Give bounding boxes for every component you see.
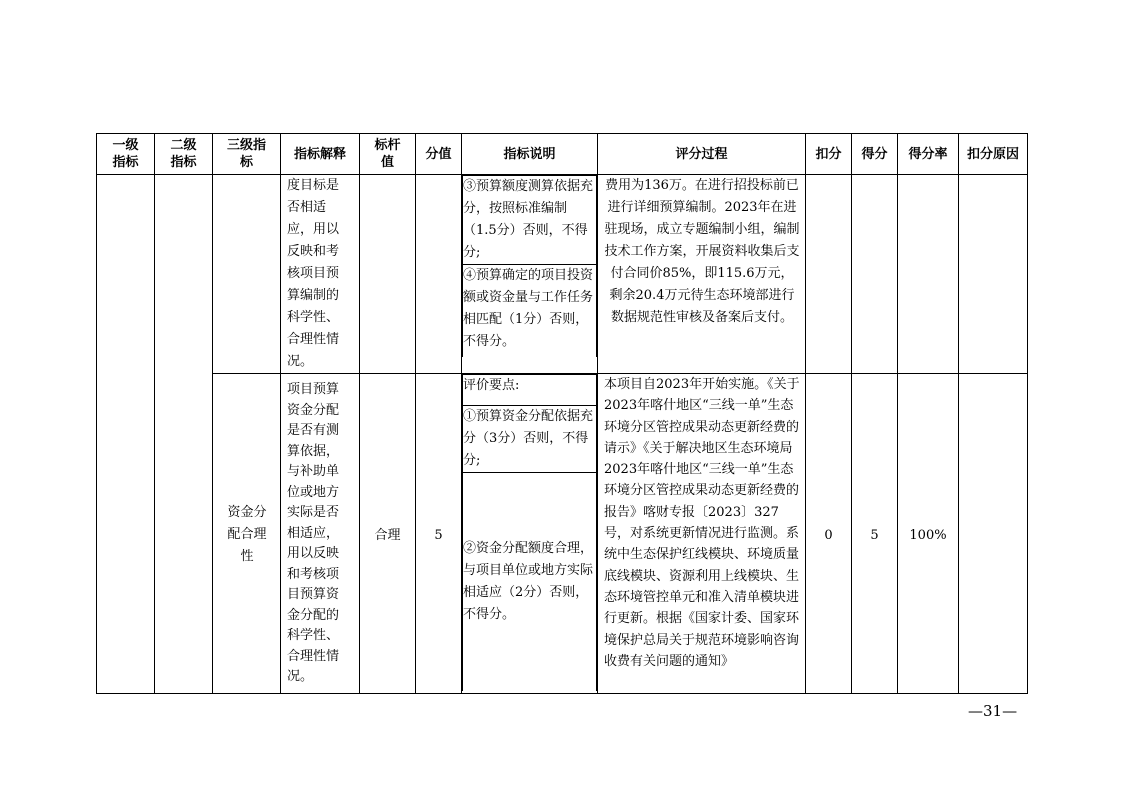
header-level2: 二级 指标 [155,134,213,175]
criteria-item: 评价要点: [463,375,597,406]
criteria-item: ④预算确定的项目投资额或资金量与工作任务相匹配（1分）否则，不得分。 [463,265,597,358]
criteria-cell [462,374,598,694]
reason-cell [959,374,1028,694]
evaluation-table [96,133,1028,694]
level3-cell [213,175,281,374]
reason-cell [959,175,1028,374]
header-level3: 三级指 标 [213,134,281,175]
header-score-value: 分值 [416,134,462,175]
benchmark-cell: 合理 [360,374,416,694]
header-process: 评分过程 [598,134,806,175]
deduction-cell: 0 [806,374,852,694]
header-criteria: 指标说明 [462,134,598,175]
process-cell: 费用为136万。在进行招投标前已进行详细预算编制。2023年在进驻现场，成立专题编制小组，编制技术工作方案，开展资料收集后支付合同价85%，即115.6万元，剩余20.4万元待生态环境部进行数据规范性审核及备案后支付。 [598,175,806,374]
benchmark-cell [360,175,416,374]
explanation-cell: 项目预算 资金分配 是否有测 算依据， 与补助单 位或地方 实际是否 相适应， 用以反映 和考核项 目预算资 金分配的 科学性、 合理性情 况。 [281,374,360,694]
header-explanation: 指标解释 [281,134,360,175]
header-row [97,134,1028,175]
score-cell [852,175,898,374]
table-row [97,175,1028,374]
score-cell: 5 [852,374,898,694]
criteria-item: ②资金分配额度合理，与项目单位或地方实际相适应（2分）否则，不得分。 [463,473,597,692]
score-value-cell [416,175,462,374]
criteria-item: ③预算额度测算依据充分，按照标准编制（1.5分）否则，不得分; [463,176,597,265]
deduction-cell [806,175,852,374]
explanation-cell: 度目标是 否相适 应，用以 反映和考 核项目预 算编制的 科学性、 合理性情 况。 [281,175,360,374]
rate-cell: 100% [898,374,959,694]
level3-cell: 资金分 配合理 性 [213,374,281,694]
rate-cell [898,175,959,374]
header-level1: 一级 指标 [97,134,155,175]
score-value-cell: 5 [416,374,462,694]
header-rate: 得分率 [898,134,959,175]
level2-cell [155,175,213,694]
header-deduction: 扣分 [806,134,852,175]
header-score: 得分 [852,134,898,175]
level1-cell [97,175,155,694]
page-number: —31— [968,702,1018,720]
criteria-cell [462,175,598,374]
header-benchmark: 标杆 值 [360,134,416,175]
header-reason: 扣分原因 [959,134,1028,175]
process-cell: 本项目自2023年开始实施。《关于2023年喀什地区“三线一单”生态环境分区管控成果动态更新经费的请示》《关于解决地区生态环境局2023年喀什地区“三线一单”生态环境分区管控成果动态更新经费的报告》喀财专报〔2023〕327号，对系统更新情况进行监测。系统中生态保护红线模块、环境质量底线模块、资源利用上线模块、生态环境管控单元和准入清单模块进行更新。根据《国家计委、国家环境保护总局关于规范环境影响咨询收费有关问题的通知》 [598,374,806,694]
criteria-item: ①预算资金分配依据充分（3分）否则，不得分; [463,406,597,473]
table-row [97,374,1028,694]
